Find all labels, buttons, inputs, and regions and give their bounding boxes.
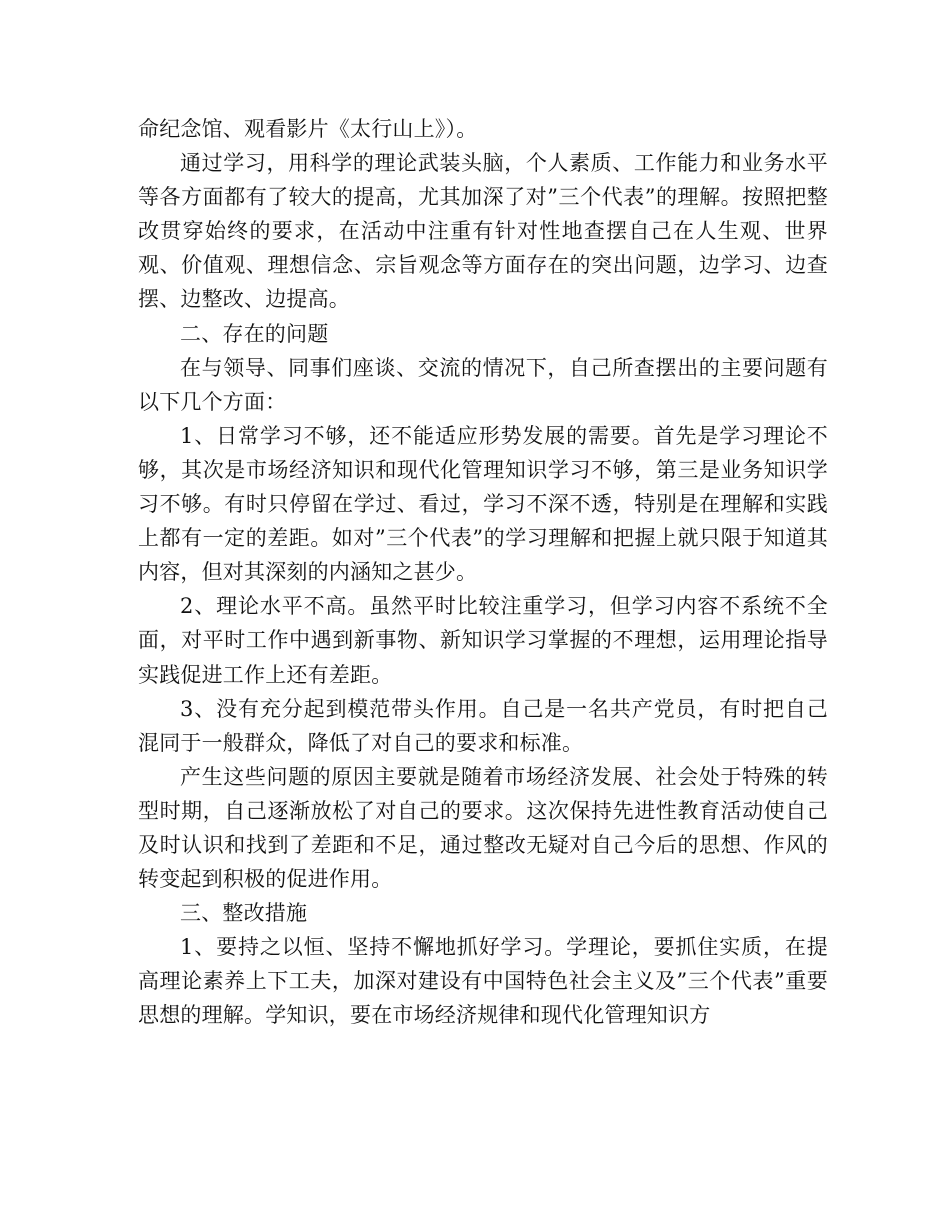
- paragraph-measure-1: 1、要持之以恒、坚持不懈地抓好学习。学理论，要抓住实质，在提高理论素养上下工夫，加深对建设有中国特色社会主义及”三个代表”重要思想的理解。学知识，要在市场经济规律和现代化管理知识方: [138, 935, 828, 1028]
- paragraph-problems-intro: 在与领导、同事们座谈、交流的情况下，自己所查摆出的主要问题有以下几个方面：: [138, 355, 828, 414]
- paragraph-problem-2: 2、理论水平不高。虽然平时比较注重学习，但学习内容不系统不全面，对平时工作中遇到新事物、新知识学习掌握的不理想，运用理论指导实践促进工作上还有差距。: [138, 594, 828, 687]
- document-body: [138, 112, 828, 1033]
- paragraph-problem-1: 1、日常学习不够，还不能适应形势发展的需要。首先是学习理论不够，其次是市场经济知识和现代化管理知识学习不够，第三是业务知识学习不够。有时只停留在学过、看过，学习不深不透，特别是在理解和实践上都有一定的差距。如对”三个代表”的学习理解和把握上就只限于知道其内容，但对其深刻的内涵知之甚少。: [138, 423, 828, 585]
- paragraph-study-results: 通过学习，用科学的理论武装头脑，个人素质、工作能力和业务水平等各方面都有了较大的提高，尤其加深了对”三个代表”的理解。按照把整改贯穿始终的要求，在活动中注重有针对性地查摆自己在人生观、世界观、价值观、理想信念、宗旨观念等方面存在的突出问题，边学习、边查摆、边整改、边提高。: [138, 151, 828, 312]
- section-heading-measures: 三、整改措施: [180, 901, 308, 926]
- paragraph-continuation: 命纪念馆、观看影片《太行山上》）。: [138, 117, 478, 141]
- paragraph-causes: 产生这些问题的原因主要就是随着市场经济发展、社会处于特殊的转型时期，自己逐渐放松了对自己的要求。这次保持先进性教育活动使自己及时认识和找到了差距和不足，通过整改无疑对自己今后的思想、作风的转变起到积极的促进作用。: [138, 764, 828, 892]
- section-heading-problems: 二、存在的问题: [180, 321, 329, 346]
- paragraph-problem-3: 3、没有充分起到模范带头作用。自己是一名共产党员，有时把自己混同于一般群众，降低了对自己的要求和标准。: [138, 696, 828, 755]
